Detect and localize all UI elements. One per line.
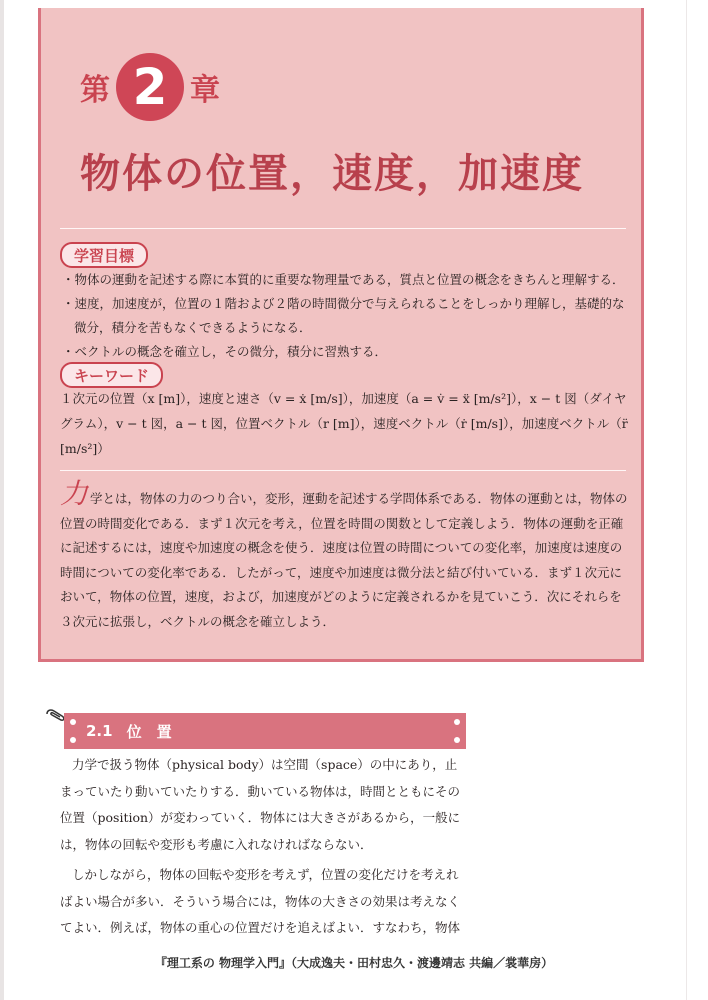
goal-item: ・ 物体の運動を記述する際に本質的に重要な物理量である，質点と位置の概念をきちんと理解する．	[62, 268, 632, 292]
goals-list	[62, 268, 632, 364]
body-paragraph: しかしながら，物体の回転や変形を考えず，位置の変化だけを考えればよい場合が多い．そういう場合には，物体の大きさの効果は考えなくてよい．例えば，物体の重心の位置だけを追えばよい．すなわち，物体	[60, 867, 461, 935]
section-title	[86, 713, 172, 749]
intro-dropcap: 力	[60, 477, 89, 510]
page-edge	[0, 0, 4, 1000]
hole-mark	[454, 719, 460, 725]
chapter-number-badge: 2	[116, 53, 184, 121]
section-title-text: 位 置	[126, 722, 172, 741]
page-right-rule	[686, 0, 687, 1000]
goal-item: ・ 速度，加速度が，位置の１階および２階の時間微分で与えられることをしっかり理解し，基礎的な微分，積分を苦もなくできるようになる．	[62, 292, 632, 340]
divider-middle	[60, 470, 626, 471]
chapter-title: 物体の位置，速度，加速度	[80, 151, 584, 197]
hole-mark	[454, 737, 460, 743]
body-paragraph: 力学で扱う物体（physical body）は空間（space）の中にあり，止まっていたり動いていたりする．動いている物体は，時間とともにその位置（position）が変わっていく．物体には大きさがあるから，一般には，物体の回転や変形も考慮に入れなければならない．	[60, 757, 461, 852]
chapter-suffix: 章	[190, 73, 220, 108]
section-number: 2.1	[86, 722, 113, 740]
keywords-text: １次元の位置（x [m]），速度と速さ（v = ẋ [m/s]），加速度（a = v̇ = ẍ [m/s²]），x − t 図（ダイヤグラム），v − t 図，a − t 図，位置ベクトル（r [m]），速度ベクトル（ṙ [m/s]），加速度ベクトル（r̈ [m/s²]）	[60, 391, 628, 456]
intro-text: 学とは，物体の力のつり合い，変形，運動を記述する学問体系である．物体の運動とは，物体の位置の時間変化である．まず１次元を考え，位置を時間の関数として定義しよう．物体の運動を正確に記述するには，速度や加速度の概念を使う．速度は位置の時間についての変化率，加速度は速度の時間についての変化率である．したがって，速度や加速度は微分法と結び付いている．まず１次元において，物体の位置，速度，および，加速度がどのように定義されるかを見ていこう．次にそれらを３次元に拡張し，ベクトルの概念を確立しよう．	[60, 491, 628, 629]
chapter-intro	[60, 477, 632, 635]
section-body	[60, 752, 466, 942]
keywords-label: キーワード	[60, 362, 163, 388]
hole-mark	[70, 719, 76, 725]
hole-mark	[70, 737, 76, 743]
divider-top	[60, 228, 626, 229]
book-citation-footer: 『理工系の 物理学入門』（大成逸夫・田村忠久・渡邊靖志 共編／裳華房）	[154, 956, 554, 970]
goals-label: 学習目標	[60, 242, 148, 268]
section-heading-bar	[64, 713, 466, 749]
goal-item: ・ ベクトルの概念を確立し，その微分，積分に習熟する．	[62, 340, 632, 364]
chapter-number-row	[80, 52, 220, 122]
chapter-prefix: 第	[80, 73, 110, 108]
